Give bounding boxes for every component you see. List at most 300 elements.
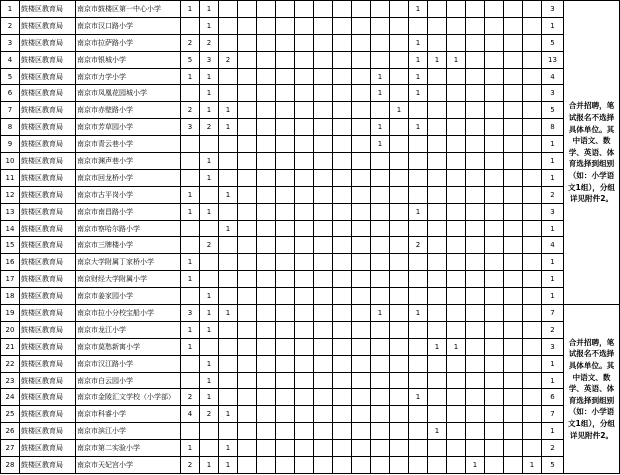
count-cell bbox=[238, 203, 257, 220]
count-cell bbox=[428, 34, 447, 51]
count-cell bbox=[390, 288, 409, 305]
count-cell bbox=[295, 338, 314, 355]
row-index-cell: 28 bbox=[1, 457, 20, 474]
count-cell bbox=[181, 355, 200, 372]
table-row bbox=[1, 102, 620, 119]
count-cell bbox=[257, 457, 276, 474]
count-cell bbox=[257, 136, 276, 153]
school-name-cell: 南京市渊声巷小学 bbox=[76, 153, 181, 170]
count-cell: 1 bbox=[200, 85, 219, 102]
count-cell bbox=[238, 220, 257, 237]
count-cell bbox=[276, 153, 295, 170]
count-cell bbox=[333, 186, 352, 203]
count-cell bbox=[352, 34, 371, 51]
count-cell bbox=[428, 457, 447, 474]
count-cell: 1 bbox=[409, 68, 428, 85]
bureau-cell: 鼓楼区教育局 bbox=[20, 457, 76, 474]
table-row bbox=[1, 17, 620, 34]
count-cell: 1 bbox=[409, 119, 428, 136]
count-cell bbox=[504, 338, 523, 355]
count-cell bbox=[219, 85, 238, 102]
count-cell bbox=[219, 169, 238, 186]
count-cell bbox=[485, 186, 504, 203]
row-index-cell: 21 bbox=[1, 338, 20, 355]
table-row bbox=[1, 338, 620, 355]
count-cell bbox=[523, 136, 542, 153]
count-cell bbox=[333, 440, 352, 457]
count-cell bbox=[257, 102, 276, 119]
count-cell bbox=[295, 457, 314, 474]
count-cell bbox=[390, 119, 409, 136]
count-cell bbox=[352, 85, 371, 102]
count-cell: 1 bbox=[200, 203, 219, 220]
total-cell: 1 bbox=[542, 136, 564, 153]
count-cell bbox=[333, 17, 352, 34]
count-cell bbox=[371, 457, 390, 474]
row-index-cell: 9 bbox=[1, 136, 20, 153]
count-cell bbox=[390, 355, 409, 372]
total-cell: 5 bbox=[542, 102, 564, 119]
count-cell: 1 bbox=[200, 457, 219, 474]
row-index-cell: 23 bbox=[1, 372, 20, 389]
count-cell bbox=[352, 203, 371, 220]
count-cell bbox=[523, 372, 542, 389]
count-cell bbox=[219, 288, 238, 305]
count-cell: 1 bbox=[409, 34, 428, 51]
count-cell bbox=[219, 17, 238, 34]
count-cell bbox=[409, 271, 428, 288]
count-cell bbox=[276, 51, 295, 68]
count-cell bbox=[276, 406, 295, 423]
count-cell bbox=[523, 51, 542, 68]
count-cell bbox=[428, 321, 447, 338]
count-cell bbox=[447, 372, 466, 389]
count-cell bbox=[409, 338, 428, 355]
count-cell bbox=[447, 457, 466, 474]
count-cell bbox=[466, 51, 485, 68]
count-cell bbox=[466, 389, 485, 406]
count-cell bbox=[238, 254, 257, 271]
count-cell bbox=[485, 1, 504, 18]
school-name-cell: 南京市南昌路小学 bbox=[76, 203, 181, 220]
count-cell: 2 bbox=[200, 119, 219, 136]
count-cell bbox=[352, 169, 371, 186]
count-cell bbox=[371, 102, 390, 119]
count-cell bbox=[371, 440, 390, 457]
count-cell bbox=[485, 389, 504, 406]
bureau-cell: 鼓楼区教育局 bbox=[20, 305, 76, 322]
count-cell bbox=[276, 338, 295, 355]
count-cell bbox=[295, 85, 314, 102]
count-cell bbox=[390, 440, 409, 457]
count-cell bbox=[257, 423, 276, 440]
school-name-cell: 南京市回龙桥小学 bbox=[76, 169, 181, 186]
count-cell bbox=[504, 169, 523, 186]
count-cell bbox=[485, 254, 504, 271]
count-cell bbox=[504, 440, 523, 457]
count-cell bbox=[485, 237, 504, 254]
count-cell bbox=[504, 355, 523, 372]
count-cell bbox=[523, 17, 542, 34]
count-cell bbox=[466, 1, 485, 18]
school-name-cell: 南京市青云巷小学 bbox=[76, 136, 181, 153]
count-cell bbox=[181, 220, 200, 237]
total-cell: 3 bbox=[542, 338, 564, 355]
table-row bbox=[1, 136, 620, 153]
count-cell bbox=[314, 237, 333, 254]
total-cell: 8 bbox=[542, 119, 564, 136]
count-cell bbox=[504, 220, 523, 237]
bureau-cell: 鼓楼区教育局 bbox=[20, 321, 76, 338]
count-cell bbox=[409, 321, 428, 338]
count-cell bbox=[447, 102, 466, 119]
count-cell: 1 bbox=[409, 51, 428, 68]
count-cell bbox=[181, 288, 200, 305]
count-cell bbox=[409, 406, 428, 423]
table-row bbox=[1, 85, 620, 102]
count-cell bbox=[276, 34, 295, 51]
total-cell: 2 bbox=[542, 321, 564, 338]
count-cell bbox=[371, 423, 390, 440]
count-cell bbox=[352, 440, 371, 457]
count-cell bbox=[295, 186, 314, 203]
count-cell bbox=[219, 237, 238, 254]
count-cell bbox=[238, 355, 257, 372]
count-cell bbox=[485, 338, 504, 355]
count-cell bbox=[200, 186, 219, 203]
count-cell: 1 bbox=[466, 457, 485, 474]
count-cell bbox=[238, 119, 257, 136]
count-cell bbox=[409, 288, 428, 305]
count-cell bbox=[219, 338, 238, 355]
count-cell bbox=[466, 17, 485, 34]
count-cell bbox=[219, 389, 238, 406]
count-cell bbox=[504, 1, 523, 18]
total-cell: 4 bbox=[542, 68, 564, 85]
count-cell bbox=[276, 389, 295, 406]
count-cell bbox=[276, 186, 295, 203]
school-name-cell: 南京市凤凰花园城小学 bbox=[76, 85, 181, 102]
bureau-cell: 鼓楼区教育局 bbox=[20, 338, 76, 355]
bureau-cell: 鼓楼区教育局 bbox=[20, 186, 76, 203]
count-cell bbox=[390, 254, 409, 271]
row-index-cell: 8 bbox=[1, 119, 20, 136]
count-cell bbox=[352, 406, 371, 423]
count-cell bbox=[428, 1, 447, 18]
school-name-cell: 南京市拉小分校宝船小学 bbox=[76, 305, 181, 322]
count-cell bbox=[352, 457, 371, 474]
count-cell bbox=[200, 136, 219, 153]
count-cell bbox=[523, 305, 542, 322]
table-row bbox=[1, 372, 620, 389]
count-cell bbox=[504, 119, 523, 136]
count-cell bbox=[333, 68, 352, 85]
count-cell bbox=[504, 271, 523, 288]
count-cell bbox=[314, 136, 333, 153]
count-cell bbox=[238, 389, 257, 406]
count-cell bbox=[333, 102, 352, 119]
row-index-cell: 1 bbox=[1, 1, 20, 18]
count-cell bbox=[390, 169, 409, 186]
count-cell: 1 bbox=[181, 338, 200, 355]
count-cell bbox=[485, 355, 504, 372]
count-cell bbox=[523, 186, 542, 203]
count-cell bbox=[333, 254, 352, 271]
count-cell: 2 bbox=[200, 237, 219, 254]
count-cell bbox=[466, 254, 485, 271]
count-cell: 1 bbox=[371, 119, 390, 136]
count-cell bbox=[409, 102, 428, 119]
count-cell bbox=[485, 440, 504, 457]
count-cell bbox=[428, 288, 447, 305]
count-cell: 1 bbox=[371, 68, 390, 85]
count-cell bbox=[371, 153, 390, 170]
count-cell bbox=[523, 153, 542, 170]
count-cell bbox=[523, 119, 542, 136]
row-index-cell: 6 bbox=[1, 85, 20, 102]
row-index-cell: 26 bbox=[1, 423, 20, 440]
count-cell bbox=[314, 102, 333, 119]
count-cell bbox=[504, 288, 523, 305]
count-cell bbox=[276, 355, 295, 372]
count-cell bbox=[352, 389, 371, 406]
count-cell bbox=[314, 271, 333, 288]
count-cell bbox=[390, 237, 409, 254]
count-cell bbox=[390, 372, 409, 389]
count-cell bbox=[447, 406, 466, 423]
count-cell bbox=[238, 321, 257, 338]
count-cell bbox=[333, 119, 352, 136]
count-cell bbox=[257, 220, 276, 237]
count-cell bbox=[238, 34, 257, 51]
count-cell bbox=[276, 457, 295, 474]
count-cell bbox=[219, 1, 238, 18]
table-row bbox=[1, 220, 620, 237]
count-cell bbox=[352, 423, 371, 440]
count-cell bbox=[504, 153, 523, 170]
count-cell bbox=[181, 169, 200, 186]
count-cell bbox=[333, 355, 352, 372]
count-cell bbox=[523, 423, 542, 440]
school-name-cell: 南京市三牌楼小学 bbox=[76, 237, 181, 254]
count-cell bbox=[504, 305, 523, 322]
count-cell bbox=[466, 440, 485, 457]
count-cell bbox=[371, 372, 390, 389]
count-cell bbox=[276, 305, 295, 322]
row-index-cell: 19 bbox=[1, 305, 20, 322]
count-cell bbox=[447, 288, 466, 305]
count-cell bbox=[333, 220, 352, 237]
table-row bbox=[1, 34, 620, 51]
count-cell bbox=[219, 321, 238, 338]
count-cell bbox=[485, 372, 504, 389]
count-cell bbox=[314, 338, 333, 355]
table-row bbox=[1, 68, 620, 85]
bureau-cell: 鼓楼区教育局 bbox=[20, 68, 76, 85]
count-cell bbox=[428, 102, 447, 119]
count-cell bbox=[485, 17, 504, 34]
count-cell bbox=[200, 423, 219, 440]
count-cell: 2 bbox=[409, 237, 428, 254]
count-cell bbox=[352, 136, 371, 153]
count-cell bbox=[428, 136, 447, 153]
count-cell bbox=[295, 68, 314, 85]
count-cell bbox=[409, 17, 428, 34]
count-cell bbox=[409, 136, 428, 153]
count-cell bbox=[333, 372, 352, 389]
count-cell: 1 bbox=[390, 102, 409, 119]
count-cell bbox=[428, 271, 447, 288]
count-cell bbox=[295, 254, 314, 271]
school-name-cell: 南京大学附属丁家桥小学 bbox=[76, 254, 181, 271]
count-cell bbox=[333, 389, 352, 406]
count-cell bbox=[257, 17, 276, 34]
count-cell bbox=[371, 51, 390, 68]
row-index-cell: 3 bbox=[1, 34, 20, 51]
bureau-cell: 鼓楼区教育局 bbox=[20, 406, 76, 423]
count-cell bbox=[466, 119, 485, 136]
count-cell bbox=[295, 305, 314, 322]
count-cell bbox=[333, 136, 352, 153]
count-cell bbox=[428, 372, 447, 389]
count-cell bbox=[504, 51, 523, 68]
count-cell bbox=[181, 423, 200, 440]
count-cell: 1 bbox=[181, 321, 200, 338]
count-cell bbox=[314, 423, 333, 440]
count-cell bbox=[257, 203, 276, 220]
count-cell bbox=[352, 254, 371, 271]
count-cell bbox=[523, 169, 542, 186]
count-cell bbox=[466, 321, 485, 338]
count-cell bbox=[466, 355, 485, 372]
count-cell bbox=[295, 288, 314, 305]
count-cell bbox=[371, 203, 390, 220]
count-cell bbox=[371, 1, 390, 18]
count-cell: 2 bbox=[181, 102, 200, 119]
table-row bbox=[1, 254, 620, 271]
count-cell bbox=[257, 321, 276, 338]
count-cell bbox=[257, 1, 276, 18]
count-cell: 1 bbox=[409, 85, 428, 102]
count-cell: 3 bbox=[200, 51, 219, 68]
row-index-cell: 2 bbox=[1, 17, 20, 34]
count-cell bbox=[428, 440, 447, 457]
count-cell bbox=[523, 254, 542, 271]
count-cell: 1 bbox=[219, 119, 238, 136]
school-name-cell: 南京市银城小学 bbox=[76, 51, 181, 68]
count-cell: 1 bbox=[409, 389, 428, 406]
total-cell: 7 bbox=[542, 305, 564, 322]
count-cell bbox=[276, 169, 295, 186]
count-cell bbox=[181, 237, 200, 254]
count-cell bbox=[257, 119, 276, 136]
count-cell bbox=[466, 338, 485, 355]
count-cell bbox=[276, 136, 295, 153]
count-cell bbox=[504, 17, 523, 34]
count-cell: 1 bbox=[200, 288, 219, 305]
count-cell bbox=[238, 51, 257, 68]
count-cell bbox=[238, 68, 257, 85]
table-row bbox=[1, 51, 620, 68]
total-cell: 1 bbox=[542, 423, 564, 440]
school-name-cell: 南京市金陵汇文学校（小学部） bbox=[76, 389, 181, 406]
school-name-cell: 南京市察哈尔路小学 bbox=[76, 220, 181, 237]
total-cell: 1 bbox=[542, 17, 564, 34]
school-name-cell: 南京市天妃宫小学 bbox=[76, 457, 181, 474]
count-cell bbox=[447, 34, 466, 51]
count-cell bbox=[219, 136, 238, 153]
count-cell bbox=[447, 119, 466, 136]
count-cell bbox=[219, 355, 238, 372]
count-cell bbox=[295, 271, 314, 288]
count-cell: 5 bbox=[181, 51, 200, 68]
count-cell: 1 bbox=[447, 51, 466, 68]
count-cell bbox=[276, 254, 295, 271]
count-cell: 1 bbox=[219, 406, 238, 423]
count-cell bbox=[295, 389, 314, 406]
school-name-cell: 南京市白云园小学 bbox=[76, 372, 181, 389]
count-cell bbox=[447, 389, 466, 406]
count-cell bbox=[352, 186, 371, 203]
count-cell bbox=[257, 305, 276, 322]
count-cell bbox=[238, 372, 257, 389]
count-cell bbox=[257, 51, 276, 68]
table-row bbox=[1, 457, 620, 474]
count-cell bbox=[276, 372, 295, 389]
count-cell bbox=[333, 85, 352, 102]
count-cell: 1 bbox=[181, 186, 200, 203]
bureau-cell: 鼓楼区教育局 bbox=[20, 169, 76, 186]
count-cell bbox=[371, 254, 390, 271]
count-cell bbox=[257, 288, 276, 305]
bureau-cell: 鼓楼区教育局 bbox=[20, 85, 76, 102]
row-index-cell: 15 bbox=[1, 237, 20, 254]
count-cell bbox=[447, 186, 466, 203]
count-cell: 1 bbox=[371, 136, 390, 153]
count-cell bbox=[428, 153, 447, 170]
count-cell bbox=[504, 372, 523, 389]
count-cell: 1 bbox=[200, 321, 219, 338]
count-cell bbox=[314, 254, 333, 271]
count-cell bbox=[238, 17, 257, 34]
count-cell bbox=[523, 203, 542, 220]
count-cell bbox=[352, 355, 371, 372]
count-cell bbox=[333, 51, 352, 68]
count-cell bbox=[238, 186, 257, 203]
row-index-cell: 27 bbox=[1, 440, 20, 457]
total-cell: 1 bbox=[542, 220, 564, 237]
bureau-cell: 鼓楼区教育局 bbox=[20, 271, 76, 288]
count-cell bbox=[485, 406, 504, 423]
count-cell bbox=[200, 254, 219, 271]
count-cell bbox=[466, 237, 485, 254]
school-name-cell: 南京市姜家园小学 bbox=[76, 288, 181, 305]
count-cell bbox=[447, 220, 466, 237]
count-cell bbox=[352, 102, 371, 119]
school-name-cell: 南京市古平岗小学 bbox=[76, 186, 181, 203]
row-index-cell: 22 bbox=[1, 355, 20, 372]
count-cell bbox=[504, 389, 523, 406]
count-cell: 1 bbox=[371, 305, 390, 322]
count-cell: 1 bbox=[409, 305, 428, 322]
count-cell bbox=[390, 220, 409, 237]
total-cell: 2 bbox=[542, 186, 564, 203]
count-cell bbox=[314, 34, 333, 51]
count-cell bbox=[219, 34, 238, 51]
count-cell bbox=[333, 169, 352, 186]
count-cell bbox=[390, 186, 409, 203]
count-cell bbox=[295, 440, 314, 457]
